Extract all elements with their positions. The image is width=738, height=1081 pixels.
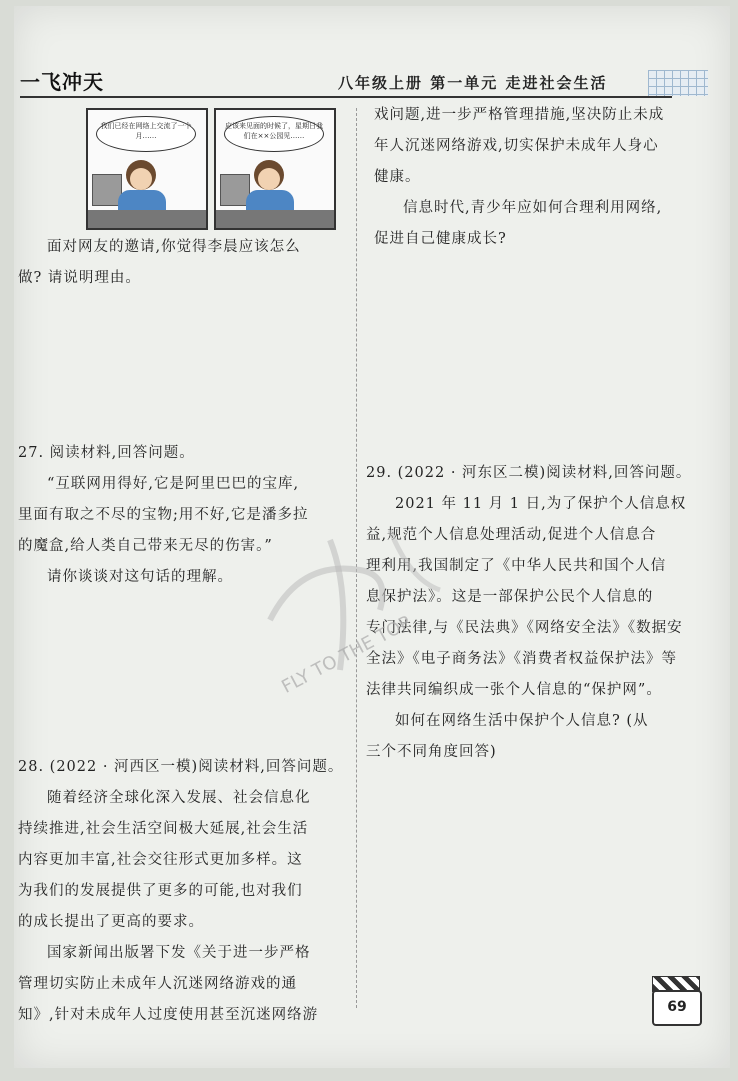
text-line: 戏问题,进一步严格管理措施,坚决防止未成 — [374, 107, 665, 123]
header-rule — [20, 96, 672, 98]
question-heading: 29. (2022 · 河东区二模)阅读材料,回答问题。 — [366, 465, 692, 481]
question-prompt: 促进自己健康成长? — [374, 231, 507, 247]
text-line: 理利用,我国制定了《中华人民共和国个人信 — [366, 558, 667, 574]
text-line: 做? 请说明理由。 — [18, 270, 141, 286]
cartoon-panel-2 — [214, 108, 336, 230]
text-line: 法律共同编织成一张个人信息的“保护网”。 — [366, 682, 662, 698]
question-prompt: 如何在网络生活中保护个人信息? (从 — [395, 713, 649, 729]
header-grid-decoration — [648, 70, 708, 96]
boy-face — [258, 168, 280, 190]
text-line: 为我们的发展提供了更多的可能,也对我们 — [18, 883, 303, 899]
header-info: 八年级上册 第一单元 走进社会生活 — [338, 74, 608, 92]
text-line: 专门法律,与《民法典》《网络安全法》《数据安 — [366, 620, 683, 636]
text-line: 的成长提出了更高的要求。 — [18, 914, 204, 930]
question-heading: 28. (2022 · 河西区一模)阅读材料,回答问题。 — [18, 759, 344, 775]
watermark-text: FLY TO THE TOP — [278, 612, 415, 698]
watermark-stamp — [240, 500, 480, 700]
cartoon-panel-1 — [86, 108, 208, 230]
text-line: 2021 年 11 月 1 日,为了保护个人信息权 — [395, 496, 687, 512]
cartoon-illustration — [86, 108, 336, 228]
text-line: 知》,针对未成年人过度使用甚至沉迷网络游 — [18, 1007, 319, 1023]
text-line: 持续推进,社会生活空间极大延展,社会生活 — [18, 821, 309, 837]
text-line: 管理切实防止未成年人沉迷网络游戏的通 — [18, 976, 297, 992]
text-line: 全法》《电子商务法》《消费者权益保护法》等 — [366, 651, 677, 667]
desk — [216, 210, 334, 228]
question-prompt: 信息时代,青少年应如何合理利用网络, — [403, 200, 663, 216]
text-line: 的魔盒,给人类自己带来无尽的伤害。” — [18, 538, 273, 554]
text-line: 内容更加丰富,社会交往形式更加多样。这 — [18, 852, 303, 868]
text-line: 随着经济全球化深入发展、社会信息化 — [47, 790, 311, 806]
question-prompt: 请你谈谈对这句话的理解。 — [47, 569, 233, 585]
page-header — [20, 62, 710, 102]
desk — [88, 210, 206, 228]
text-line: 息保护法》。这是一部保护公民个人信息的 — [366, 589, 654, 605]
brand-logo: 一飞冲天 — [20, 70, 104, 94]
question-28-continued — [374, 100, 700, 255]
text-line: 国家新闻出版署下发《关于进一步严格 — [47, 945, 311, 961]
text-line: 面对网友的邀请,你觉得李晨应该怎么 — [47, 239, 301, 255]
text-line: 年人沉迷网络游戏,切实保护未成年人身心 — [374, 138, 659, 154]
question-heading: 27. 阅读材料,回答问题。 — [18, 445, 195, 461]
page-number: 69 — [652, 990, 702, 1026]
boy-face — [130, 168, 152, 190]
question-prompt: 三个不同角度回答) — [366, 744, 497, 760]
question-28 — [18, 752, 352, 1031]
text-line: 益,规范个人信息处理活动,促进个人信息合 — [366, 527, 657, 543]
speech-bubble-1: 我们已经在网络上交流了一个月…… — [96, 116, 196, 152]
text-line: 里面有取之不尽的宝物;用不好,它是潘多拉 — [18, 507, 309, 523]
text-line: 健康。 — [374, 169, 421, 185]
text-line: “互联网用得好,它是阿里巴巴的宝库, — [47, 476, 300, 492]
speech-bubble-2: 应该来见面的时候了，星期日我们在××公园见…… — [224, 116, 324, 152]
question-26-tail — [18, 232, 352, 294]
